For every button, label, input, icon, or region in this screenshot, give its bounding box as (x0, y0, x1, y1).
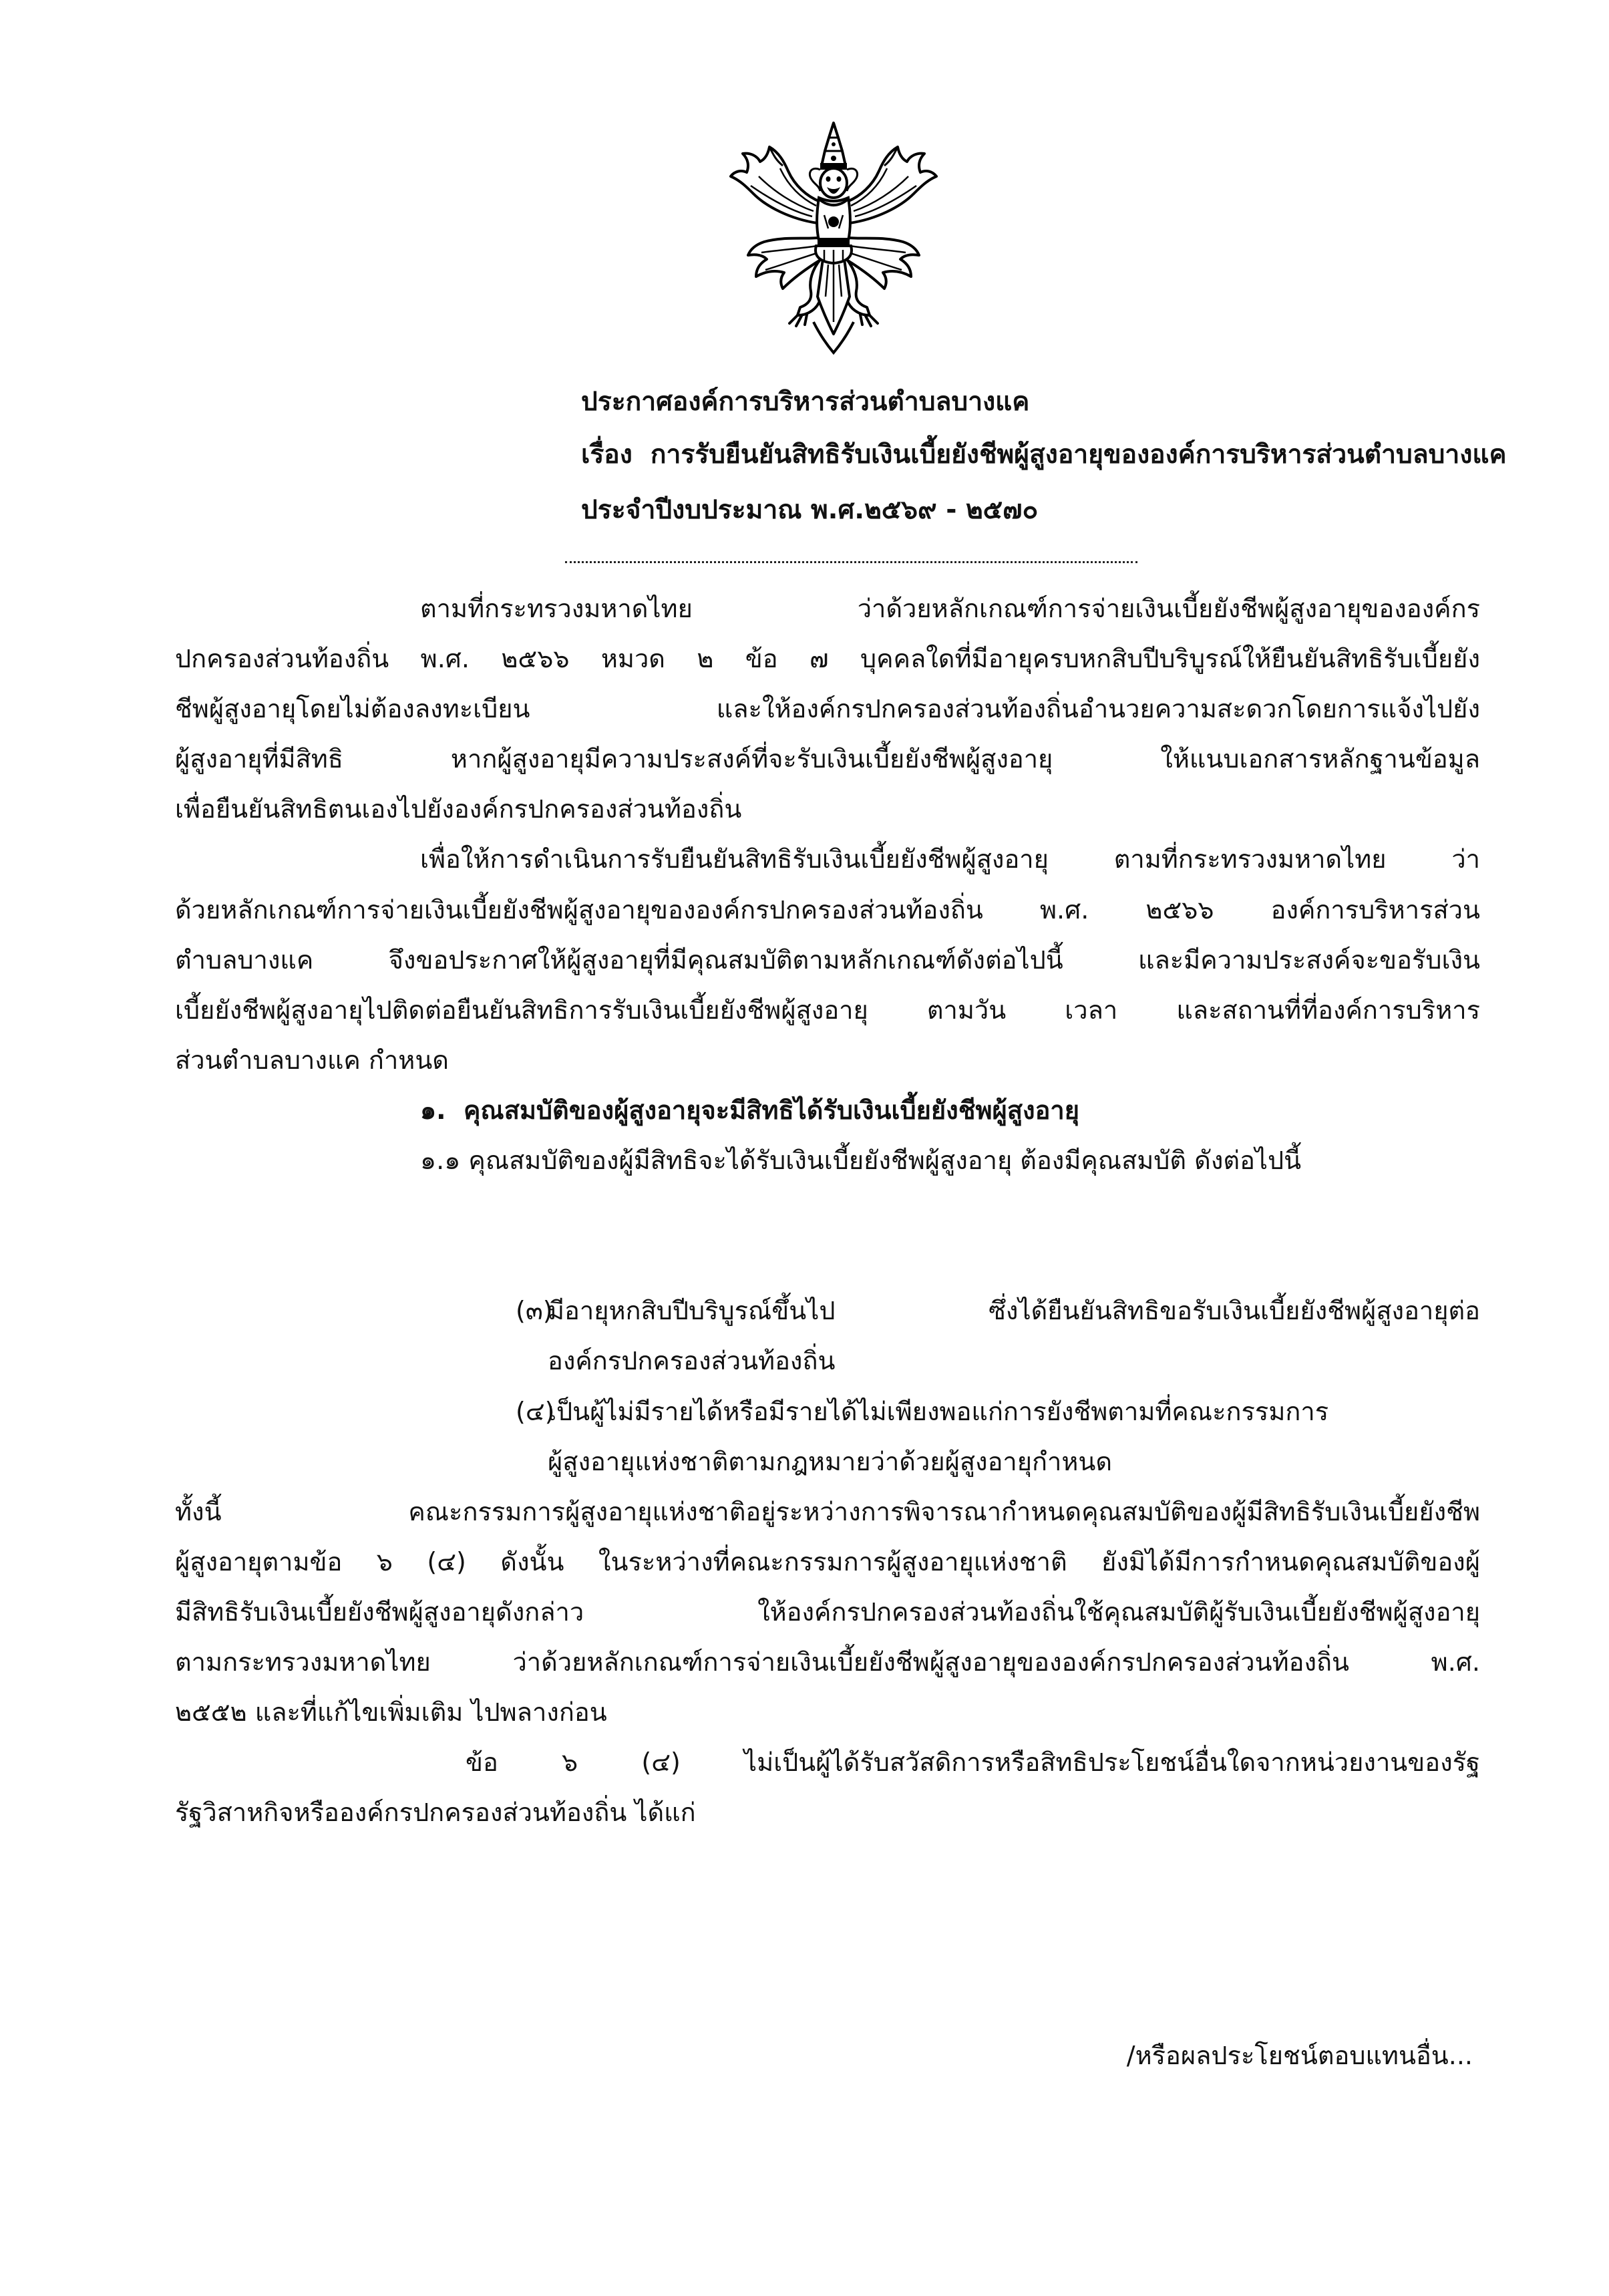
fiscal-year: ประจำปีงบประมาณ พ.ศ.๒๕๖๙ - ๒๕๗๐ (581, 495, 1039, 525)
paragraph-1-line: เพื่อยืนยันสิทธิตนเองไปยังองค์กรปกครองส่วนท้องถิ่น (175, 794, 742, 824)
paragraph-2-line: เบี้ยยังชีพผู้สูงอายุไปติดต่อยืนยันสิทธิการรับเงินเบี้ยยังชีพผู้สูงอายุ ตามวัน เวลา และสถานที่ที่องค์การบริหาร (175, 995, 1480, 1025)
qualification-item (516, 1236, 1480, 1286)
paragraph-2-line: ตำบลบางแค จึงขอประกาศให้ผู้สูงอายุที่มีคุณสมบัติตามหลักเกณฑ์ดังต่อไปนี้ และมีความประสงค์จะขอรับเงิน (175, 945, 1480, 975)
clause-6-4-line: ข้อ ๖ (๔) ไม่เป็นผู้ได้รับสวัสดิการหรือสิทธิประโยชน์อื่นใดจากหน่วยงานของรัฐ (466, 1748, 1480, 1778)
paragraph-2-line: ด้วยหลักเกณฑ์การจ่ายเงินเบี้ยยังชีพผู้สูงอายุขององค์กรปกครองส่วนท้องถิ่น พ.ศ. ๒๕๖๖ องค์การบริหารส่วน (175, 894, 1480, 925)
note-line: ตามกระทรวงมหาดไทย ว่าด้วยหลักเกณฑ์การจ่ายเงินเบี้ยยังชีพผู้สูงอายุขององค์กรปกครองส่วนท้องถิ่น พ.ศ. (175, 1647, 1480, 1677)
document-body (175, 584, 1480, 1989)
exclusion-item (501, 1939, 1480, 1989)
garuda-emblem-icon (727, 122, 940, 355)
note-line: มีสิทธิรับเงินเบี้ยยังชีพผู้สูงอายุดังกล่าว ให้องค์กรปกครองส่วนท้องถิ่นใช้คุณสมบัติผู้รับเงินเบี้ยยังชีพผู้สูงอายุ (175, 1597, 1480, 1627)
qualification-item (516, 1387, 1480, 1437)
qualification-label: (๓) (516, 1296, 553, 1326)
qualification-text: เป็นผู้ไม่มีรายได้หรือมีรายได้ไม่เพียงพอแก่การยังชีพตามที่คณะกรรมการ (548, 1396, 1329, 1426)
paragraph-2-line: ส่วนตำบลบางแค กำหนด (175, 1045, 449, 1075)
announcement-title: ประกาศองค์การบริหารส่วนตำบลบางแค (581, 387, 1030, 417)
clause-1-1: ๑.๑ คุณสมบัติของผู้มีสิทธิจะได้รับเงินเบี้ยยังชีพผู้สูงอายุ ต้องมีคุณสมบัติ ดังต่อไปนี้ (420, 1146, 1302, 1176)
page-continuation-note: /หรือผลประโยชน์ตอบแทนอื่น... (1126, 2041, 1473, 2070)
paragraph-1-line: ชีพผู้สูงอายุโดยไม่ต้องลงทะเบียน และให้องค์กรปกครองส่วนท้องถิ่นอำนวยความสะดวกโดยการแจ้งไปยัง (175, 694, 1480, 724)
announcement-subject: เรื่อง การรับยืนยันสิทธิรับเงินเบี้ยยังชีพผู้สูงอายุขององค์การบริหารส่วนตำบลบางแค (581, 440, 1507, 470)
paragraph-1-line: ตามที่กระทรวงมหาดไทย ว่าด้วยหลักเกณฑ์การจ่ายเงินเบี้ยยังชีพผู้สูงอายุขององค์กร (420, 594, 1480, 623)
qualification-item (516, 1186, 1480, 1236)
note-line: ผู้สูงอายุตามข้อ ๖ (๔) ดังนั้น ในระหว่างที่คณะกรรมการผู้สูงอายุแห่งชาติ ยังมิได้มีการกำหนดคุณสมบัติของผู้ (175, 1546, 1480, 1577)
qualification-continuation: ผู้สูงอายุแห่งชาติตามกฎหมายว่าด้วยผู้สูงอายุกำหนด (548, 1446, 1113, 1476)
exclusion-item (501, 1838, 1480, 1888)
qualification-text: มีอายุหกสิบปีบริบูรณ์ขึ้นไป ซึ่งได้ยืนยันสิทธิขอรับเงินเบี้ยยังชีพผู้สูงอายุต่อ (548, 1296, 1480, 1326)
qualification-item (516, 1286, 1480, 1336)
separator-line (565, 561, 1137, 563)
note-line: ทั้งนี้ คณะกรรมการผู้สูงอายุแห่งชาติอยู่ระหว่างการพิจารณากำหนดคุณสมบัติของผู้มีสิทธิรับเงินเบี้ยยังชีพ (175, 1496, 1480, 1526)
paragraph-1-line: ปกครองส่วนท้องถิ่น พ.ศ. ๒๕๖๖ หมวด ๒ ข้อ ๗ บุคคลใดที่มีอายุครบหกสิบปีบริบูรณ์ให้ยืนยันสิทธิรับเบี้ยยัง (175, 644, 1480, 674)
exclusion-item (501, 1888, 1480, 1938)
section-1-heading: ๑. คุณสมบัติของผู้สูงอายุจะมีสิทธิได้รับเงินเบี้ยยังชีพผู้สูงอายุ (420, 1095, 1079, 1125)
paragraph-1-line: ผู้สูงอายุที่มีสิทธิ หากผู้สูงอายุมีความประสงค์ที่จะรับเงินเบี้ยยังชีพผู้สูงอายุ ให้แนบเอกสารหลักฐานข้อมูล (175, 744, 1480, 774)
clause-6-4-line: รัฐวิสาหกิจหรือองค์กรปกครองส่วนท้องถิ่น ได้แก่ (175, 1798, 696, 1828)
qualification-label: (๔) (516, 1396, 555, 1426)
qualification-continuation: องค์กรปกครองส่วนท้องถิ่น (548, 1346, 836, 1376)
note-line: ๒๕๕๒ และที่แก้ไขเพิ่มเติม ไปพลางก่อน (175, 1697, 607, 1728)
paragraph-2-line: เพื่อให้การดำเนินการรับยืนยันสิทธิรับเงินเบี้ยยังชีพผู้สูงอายุ ตามที่กระทรวงมหาดไทย ว่า (420, 844, 1480, 874)
